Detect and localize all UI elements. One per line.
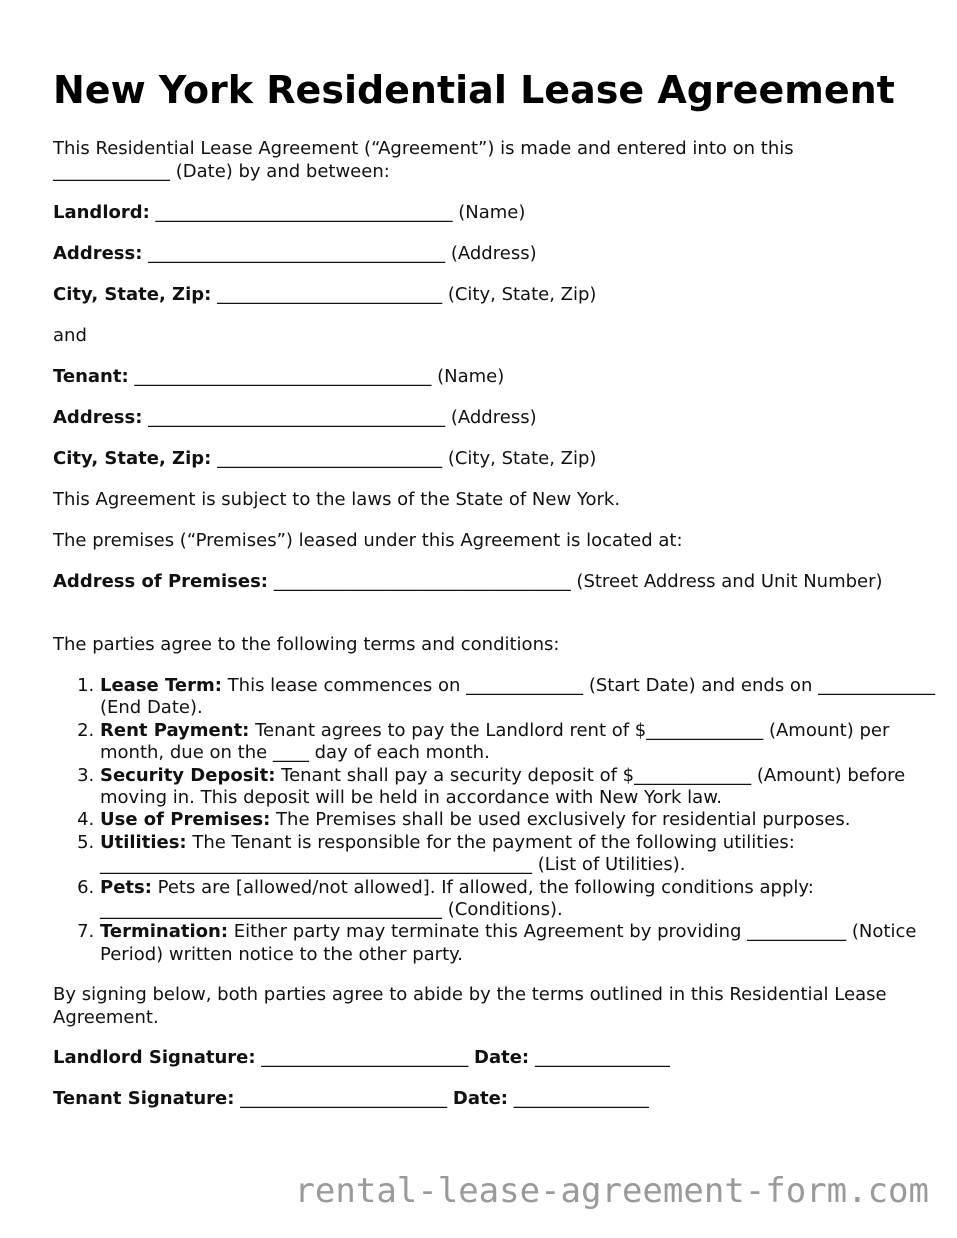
tenant-name-blank: _________________________________ (Name) (128, 366, 505, 387)
premises-intro-text: The premises (“Premises”) leased under this Agreement is located at: (53, 530, 683, 551)
tenant-city-blank: _________________________ (City, State, Zip) (211, 448, 597, 469)
term-label: Utilities: (100, 831, 187, 853)
landlord-name-line (53, 202, 903, 225)
tenant-city-line (53, 448, 903, 471)
landlord-city-blank: _________________________ (City, State, Zip) (211, 284, 597, 305)
term-text: Tenant agrees to pay the Landlord rent of $_____________ (Amount) per month, due on the ____ day of each month. (100, 719, 890, 764)
premises-address-line (53, 571, 903, 594)
tenant-address-line (53, 407, 903, 430)
tenant-name-line (53, 366, 903, 389)
term-label: Termination: (100, 921, 229, 943)
term-label: Pets: (100, 876, 152, 898)
landlord-date-blank: _______________ (529, 1047, 670, 1068)
closing-paragraph: By signing below, both parties agree to abide by the terms outlined in this Residential Lease Agreement. (53, 984, 887, 1028)
premises-address-label: Address of Premises: (53, 571, 268, 592)
landlord-city-line (53, 284, 903, 307)
term-text: Tenant shall pay a security deposit of $_____________ (Amount) before moving in. This deposit will be held in accordance with New York law. (100, 764, 906, 809)
term-termination (100, 921, 950, 966)
and-text: and (53, 325, 87, 346)
governing-law-text: This Agreement is subject to the laws of the State of New York. (53, 489, 621, 510)
term-text: The Tenant is responsible for the payment of the following utilities: ________________________________________________ (List of Utilities). (100, 831, 795, 876)
landlord-address-label: Address: (53, 243, 143, 264)
tenant-name-label: Tenant: (53, 366, 129, 387)
tenant-address-label: Address: (53, 407, 143, 428)
premises-address-blank: _________________________________ (Street Address and Unit Number) (267, 571, 883, 592)
term-pets (100, 877, 950, 922)
term-text: This lease commences on _____________ (Start Date) and ends on _____________ (End Date). (100, 675, 936, 719)
tenant-address-blank: _________________________________ (Address) (142, 407, 537, 428)
term-label: Use of Premises: (100, 809, 271, 831)
landlord-signature-label: Landlord Signature: (53, 1047, 256, 1068)
landlord-date-label: Date: (474, 1047, 530, 1068)
intro-paragraph: This Residential Lease Agreement (“Agreement”) is made and entered into on this _____________ (Date) by and between: (53, 138, 794, 182)
term-lease-term (100, 675, 950, 720)
term-rent-payment (100, 720, 950, 765)
term-text: Either party may terminate this Agreement by providing ___________ (Notice Period) written notice to the other party. (100, 921, 917, 965)
term-label: Lease Term: (100, 675, 222, 696)
tenant-city-label: City, State, Zip: (53, 448, 212, 469)
tenant-signature-line (53, 1088, 903, 1111)
tenant-signature-label: Tenant Signature: (53, 1088, 235, 1109)
landlord-address-line (53, 243, 903, 266)
page-title: New York Residential Lease Agreement (53, 68, 895, 112)
landlord-signature-line (53, 1047, 903, 1070)
site-watermark: rental-lease-agreement-form.com (294, 1171, 929, 1211)
tenant-date-blank: _______________ (508, 1088, 649, 1109)
term-text: Pets are [allowed/not allowed]. If allowed, the following conditions apply: ______________________________________ (Conditions). (100, 876, 814, 921)
term-label: Rent Payment: (100, 719, 250, 741)
landlord-name-blank: _________________________________ (Name) (149, 202, 526, 223)
term-label: Security Deposit: (100, 764, 276, 786)
landlord-signature-blank: _______________________ (255, 1047, 475, 1068)
terms-list (53, 675, 950, 966)
tenant-signature-blank: _______________________ (234, 1088, 453, 1109)
term-text: The Premises shall be used exclusively for residential purposes. (270, 809, 851, 831)
terms-intro-text: The parties agree to the following terms and conditions: (53, 634, 560, 655)
term-security-deposit (100, 765, 950, 810)
term-utilities (100, 832, 950, 877)
landlord-address-blank: _________________________________ (Address) (142, 243, 537, 264)
term-use-of-premises (100, 809, 950, 831)
landlord-name-label: Landlord: (53, 202, 150, 223)
landlord-city-label: City, State, Zip: (53, 284, 212, 305)
tenant-date-label: Date: (452, 1088, 508, 1109)
